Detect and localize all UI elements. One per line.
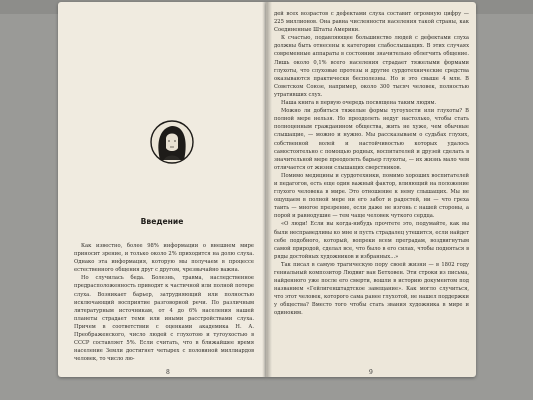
book-gutter bbox=[262, 2, 272, 377]
left-page bbox=[58, 2, 266, 377]
chapter-title: Введение bbox=[140, 217, 184, 226]
paragraph: Но случилась беда. Болезнь, травма, наследственное предрасположенность приводят к частичной или полной потере слуха. Возникает барьер, затрудняющий или полностью исключающий восприятие разговорной речи. По различным литературным источникам, от 4 до 6% населения нашей планеты страдает теми или иными расстройствами слуха. Причем в соответствии с оценками академика Н. А. Преображенского, число людей с глухотою и тугоухостью в СССР составляет 5%. Если считать, что в ближайшее время население Земли достигнет четырех с половиной миллиардов человек, то число лю- bbox=[74, 275, 254, 363]
left-page-text bbox=[74, 242, 254, 363]
paragraph: Помимо медицины и сурдотехники, помимо хороших воспитателей и педагогов, есть еще один важный фактор, влияющий на положение глухого человека в мире. Это отношение к нему слышащих. Мы не ощущаем в полной мере ни его забот и радостей, ни — что греха таить — многое презрение, если даже не изгонь с нашей стороны, а порой и равнодушие — тем чаще человек чуткого сердца. bbox=[274, 172, 469, 220]
paragraph: Как известно, более 98% информации о внешнем мире приносит зрение, и только около 2% приходится на долю слуха. Однако эта информация, которую мы получаем в процессе естественного общения друг с другом, чрезвычайно важна. bbox=[74, 243, 254, 274]
paragraph: дей всех возрастов с дефектами слуха составит огромную цифру — 225 миллионов. Она равна численности населения такой страны, как Соединенные Штаты Америки. bbox=[274, 11, 469, 34]
page-number: 8 bbox=[166, 369, 170, 376]
paragraph: Наша книга в первую очередь посвящена таким людям. bbox=[281, 100, 437, 107]
portrait-illustration-icon bbox=[150, 120, 194, 164]
right-page bbox=[266, 2, 476, 377]
paragraph: «О люди! Если вы когда-нибудь прочтете это, подумайте, как вы были несправедливы ко мне и пусть страдалец утешится, если найдет себе подобного, который, вопреки всем преградам, воздвигнутым самой природой, сделал все, что было в его силах, чтобы подняться в ряды достойных художников и избранных...» bbox=[274, 221, 469, 260]
paragraph: Можно ли добиться тяжелые формы тугоухости или глухоты? В полной мере нельзя. Но преодолеть недуг настолько, чтобы стать полноценным гражданином общества, жить не хуже, чем обычные слышащие, — можно и нужно. Мы рассказываем о судьбах глухих, собственной волей и настойчивостью которых удалось самостоятельно с помощью родных, воспитателей и друзей сделать в значительной мере преодолеть барьер глухоты, — их жизнь мало чем отличается от жизни слышащих сверстников. bbox=[274, 108, 469, 171]
paragraph: Так писал в самую трагическую пору своей жизни — в 1802 году гениальный композитор Людвиг ван Бетховен. Эти строки из письма, найденного уже после его смерти, вошли в историю документом под названием «Гейлигенштадтское завещание». Как могло случиться, что этот человек, которого сама ранее глухотой, не нашел поддержки у общества? Вместо того чтобы стать звания художника в мире и одиноким. bbox=[274, 261, 469, 317]
right-page-text bbox=[274, 10, 469, 318]
paragraph: К счастью, подавляющее большинство людей с дефектами слуха должны быть отнесены к категории слабослышащих. В этих случаях современные аппараты в состоянии значительно облегчить общение. Лишь около 0,1% всего населения страдает тяжелыми формами глухоты, что слуховые протезы и другие сурдотехнические средства оказываются практически бесполезны. Но и это свыше 4 млн. В Советском Союзе, например, около 300 тысяч человек, полностью утративших слух. bbox=[274, 35, 469, 98]
page-number: 9 bbox=[369, 369, 373, 376]
